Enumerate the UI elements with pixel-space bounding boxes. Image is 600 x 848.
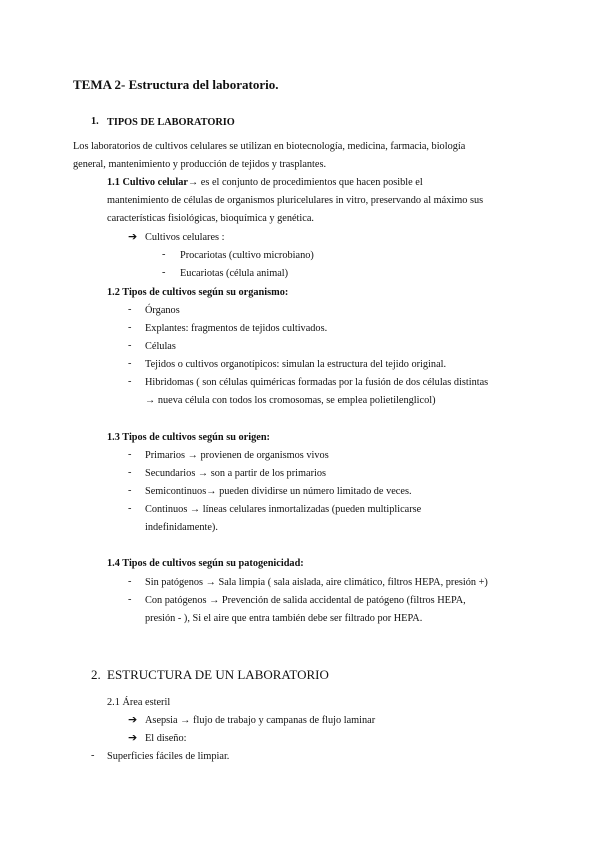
dash-icon: - (162, 249, 166, 260)
subsection-1-1 (107, 176, 423, 189)
list-item: Células (145, 341, 176, 352)
subsection-1-1-label: 1.1 Cultivo celular (107, 177, 188, 188)
dash-icon: - (128, 594, 132, 605)
dash-icon: - (128, 449, 132, 460)
subsection-2-1-heading: 2.1 Área esteril (107, 697, 171, 708)
subitem-eucariotas: Eucariotas (célula animal) (180, 268, 289, 279)
arrow-bullet-icon: ➔ (128, 731, 138, 744)
intro-line-2: general, mantenimiento y producción de tejidos y trasplantes. (73, 159, 327, 170)
arrow-bullet-icon: ➔ (128, 713, 138, 726)
dash-icon: - (128, 304, 132, 315)
dash-icon: - (162, 267, 166, 278)
list-item-continuation: indefinidamente). (145, 522, 218, 533)
dash-icon: - (128, 485, 132, 496)
list-item-continuation: presión - ), Si el aire que entra también debe ser filtrado por HEPA. (145, 613, 423, 624)
bullet-asepsia: Asepsia → flujo de trabajo y campanas de flujo laminar (145, 715, 376, 726)
list-item: Continuos → líneas celulares inmortalizadas (pueden multiplicarse (145, 504, 422, 515)
subitem-procariotas: Procariotas (cultivo microbiano) (180, 250, 314, 261)
list-item: Hibridomas ( son células quiméricas formadas por la fusión de dos células distintas (145, 377, 489, 388)
dash-icon: - (128, 576, 132, 587)
dash-icon: - (128, 322, 132, 333)
dash-icon: - (128, 503, 132, 514)
arrow-bullet-icon: ➔ (128, 230, 138, 243)
cultivos-celulares-bullet: Cultivos celulares : (145, 232, 225, 243)
list-item: Con patógenos → Prevención de salida accidental de patógeno (filtros HEPA, (145, 595, 466, 606)
subsection-1-1-line-2: mantenimiento de células de organismos pluricelulares in vitro, preservando al máximo sus (107, 195, 484, 206)
list-item-continuation: → nueva célula con todos los cromosomas, se emplea polietilenglicol) (145, 395, 436, 406)
dash-icon: - (128, 467, 132, 478)
section-2-heading: ESTRUCTURA DE UN LABORATORIO (107, 667, 329, 682)
dash-icon: - (91, 750, 95, 761)
subsection-1-3-heading: 1.3 Tipos de cultivos según su origen: (107, 432, 270, 443)
list-item: Superficies fáciles de limpiar. (107, 751, 230, 762)
list-item: Tejidos o cultivos organotípicos: simulan la estructura del tejido original. (145, 359, 447, 370)
list-item: Semicontinuos→ pueden dividirse un número limitado de veces. (145, 486, 412, 497)
section-1-heading: TIPOS DE LABORATORIO (107, 117, 235, 128)
subsection-1-4-heading: 1.4 Tipos de cultivos según su patogenicidad: (107, 558, 304, 569)
dash-icon: - (128, 340, 132, 351)
subsection-1-2-heading: 1.2 Tipos de cultivos según su organismo: (107, 287, 289, 298)
list-item: Explantes: fragmentos de tejidos cultivados. (145, 323, 328, 334)
list-item: Primarios → provienen de organismos vivos (145, 450, 329, 461)
dash-icon: - (128, 358, 132, 369)
subsection-1-1-text: → es el conjunto de procedimientos que hacen posible el (187, 177, 423, 188)
dash-icon: - (128, 376, 132, 387)
intro-line-1: Los laboratorios de cultivos celulares se utilizan en biotecnología, medicina, farmacia, biología (73, 141, 466, 152)
list-item: Órganos (145, 305, 180, 316)
section-2-number: 2. (91, 667, 101, 682)
list-item: Secundarios → son a partir de los primarios (145, 468, 327, 479)
section-1-number: 1. (91, 116, 99, 127)
document-title: TEMA 2- Estructura del laboratorio. (73, 77, 279, 92)
list-item: Sin patógenos → Sala limpia ( sala aislada, aire climático, filtros HEPA, presión +) (145, 577, 488, 588)
subsection-1-1-line-3: características fisiológicas, bioquímica y genética. (107, 213, 314, 224)
bullet-diseno: El diseño: (145, 733, 187, 744)
